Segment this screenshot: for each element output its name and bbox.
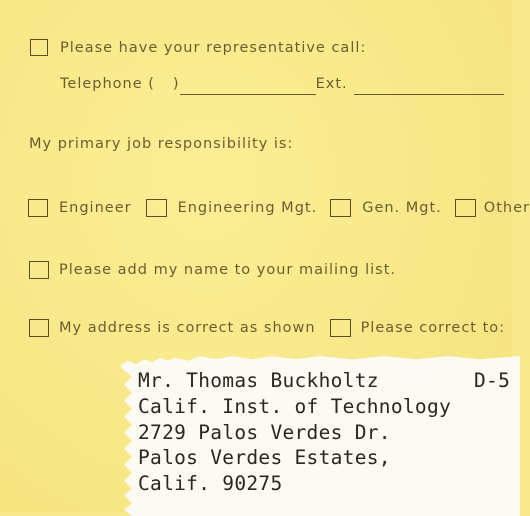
call-request-checkbox[interactable] [30, 39, 48, 56]
other-label: Other [483, 200, 530, 216]
please-correct-checkbox[interactable] [330, 319, 351, 337]
address-correct-checkbox[interactable] [29, 319, 49, 337]
mailing-list-row [29, 261, 396, 279]
mailing-list-checkbox[interactable] [29, 261, 49, 279]
gen-mgt-checkbox[interactable] [330, 199, 351, 217]
address-row [29, 319, 505, 337]
mailing-list-label: Please add my name to your mailing list. [59, 262, 396, 278]
telephone-close-paren: ) [172, 75, 180, 92]
engineering-mgt-checkbox[interactable] [146, 199, 167, 217]
label-city-line: Palos Verdes Estates, [138, 446, 391, 469]
call-request-row [30, 39, 366, 56]
engineer-checkbox[interactable] [28, 199, 48, 217]
job-question-row [29, 136, 293, 152]
gen-mgt-label: Gen. Mgt. [362, 200, 442, 216]
label-name-line: Mr. Thomas Buckholtz [138, 369, 379, 392]
engineering-mgt-label: Engineering Mgt. [177, 200, 318, 216]
other-checkbox[interactable] [455, 199, 476, 217]
call-request-label: Please have your representative call: [60, 39, 367, 56]
engineer-label: Engineer [59, 200, 132, 216]
job-options-row [28, 199, 530, 217]
label-institution-line: Calif. Inst. of Technology [138, 395, 452, 418]
telephone-row [60, 72, 504, 95]
telephone-field[interactable] [180, 80, 316, 95]
job-question: My primary job responsibility is: [29, 136, 294, 152]
ext-field[interactable] [354, 80, 504, 95]
please-correct-label: Please correct to: [360, 320, 506, 336]
ext-label: Ext. [315, 75, 348, 92]
label-code: D-5 [474, 369, 511, 392]
telephone-label: Telephone ( [60, 75, 155, 92]
label-state-zip-line: Calif. 90275 [138, 472, 283, 495]
address-correct-label: My address is correct as shown [59, 320, 316, 336]
label-street-line: 2729 Palos Verdes Dr. [138, 421, 391, 444]
